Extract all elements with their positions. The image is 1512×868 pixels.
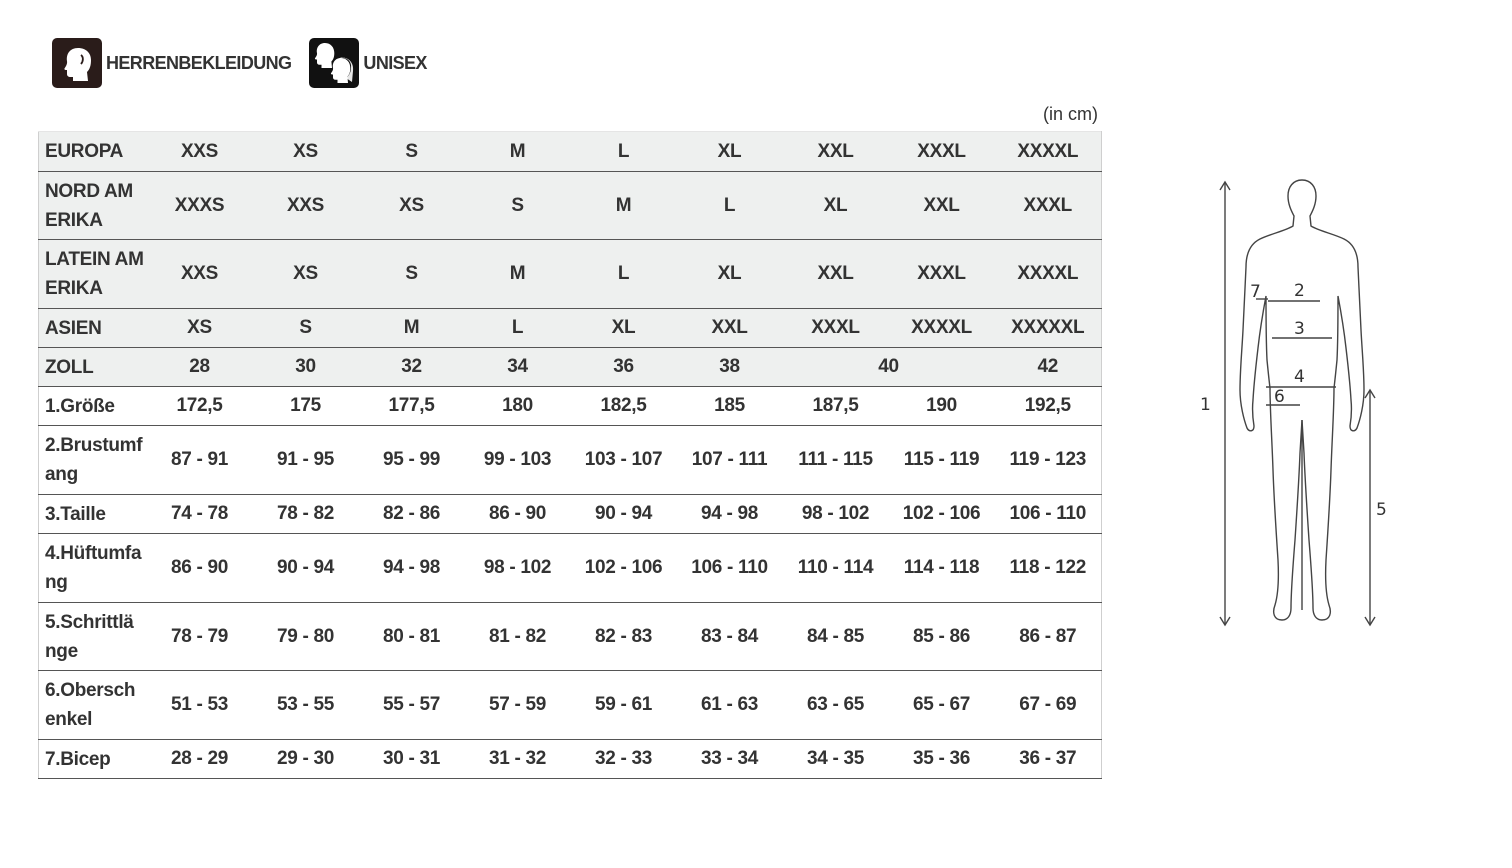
man-profile-icon — [52, 38, 102, 88]
category-badges — [52, 38, 445, 88]
table-cell: XXXXXL — [995, 309, 1102, 348]
table-cell: 65 - 67 — [889, 671, 995, 740]
table-cell: XXXXL — [995, 240, 1102, 309]
table-cell: S — [359, 240, 465, 309]
table-cell: 35 - 36 — [889, 740, 995, 779]
table-row — [39, 534, 1102, 603]
marker-6: 6 — [1274, 387, 1285, 407]
table-cell: 28 — [147, 348, 253, 387]
table-cell: 78 - 82 — [253, 495, 359, 534]
table-cell: 85 - 86 — [889, 603, 995, 671]
table-cell: XXL — [889, 172, 995, 240]
table-cell: 190 — [889, 387, 995, 426]
table-cell: XXS — [253, 172, 359, 240]
table-cell: XXS — [147, 240, 253, 309]
table-cell: 67 - 69 — [995, 671, 1102, 740]
table-cell: XS — [253, 132, 359, 172]
table-cell: 36 - 37 — [995, 740, 1102, 779]
table-cell: 78 - 79 — [147, 603, 253, 671]
table-cell: S — [253, 309, 359, 348]
table-cell: XL — [677, 240, 783, 309]
table-cell: 40 — [783, 348, 995, 387]
size-chart-table — [38, 131, 1102, 779]
row-label: 2.Brustumfang — [39, 426, 147, 495]
table-cell: 30 - 31 — [359, 740, 465, 779]
table-cell: 74 - 78 — [147, 495, 253, 534]
table-cell: 106 - 110 — [677, 534, 783, 603]
table-row — [39, 603, 1102, 671]
row-label: 3.Taille — [39, 495, 147, 534]
table-cell: 102 - 106 — [571, 534, 677, 603]
badge-label: UNISEX — [363, 52, 427, 73]
table-row — [39, 309, 1102, 348]
row-label: NORD AMERIKA — [39, 172, 147, 240]
table-cell: 32 — [359, 348, 465, 387]
table-row — [39, 132, 1102, 172]
table-cell: S — [465, 172, 571, 240]
table-cell: 172,5 — [147, 387, 253, 426]
table-cell: M — [465, 132, 571, 172]
table-row — [39, 495, 1102, 534]
marker-4: 4 — [1294, 367, 1305, 387]
table-cell: XXXL — [995, 172, 1102, 240]
table-cell: 81 - 82 — [465, 603, 571, 671]
table-cell: 30 — [253, 348, 359, 387]
marker-3: 3 — [1294, 319, 1305, 339]
table-cell: M — [359, 309, 465, 348]
table-cell: 185 — [677, 387, 783, 426]
table-cell: 61 - 63 — [677, 671, 783, 740]
table-cell: XXXL — [889, 240, 995, 309]
table-cell: XXS — [147, 132, 253, 172]
table-cell: 31 - 32 — [465, 740, 571, 779]
table-cell: 34 — [465, 348, 571, 387]
table-cell: 38 — [677, 348, 783, 387]
marker-5: 5 — [1376, 500, 1387, 520]
table-cell: 180 — [465, 387, 571, 426]
table-cell: 110 - 114 — [783, 534, 889, 603]
table-row — [39, 426, 1102, 495]
table-cell: 34 - 35 — [783, 740, 889, 779]
table-cell: 42 — [995, 348, 1102, 387]
unit-note: (in cm) — [1043, 104, 1098, 124]
table-cell: 106 - 110 — [995, 495, 1102, 534]
table-cell: 107 - 111 — [677, 426, 783, 495]
table-cell: 187,5 — [783, 387, 889, 426]
table-cell: 111 - 115 — [783, 426, 889, 495]
table-cell: 28 - 29 — [147, 740, 253, 779]
table-cell: XXL — [677, 309, 783, 348]
row-label: 6.Oberschenkel — [39, 671, 147, 740]
table-cell: 98 - 102 — [465, 534, 571, 603]
marker-1: 1 — [1200, 395, 1211, 415]
table-cell: XS — [359, 172, 465, 240]
table-cell: 177,5 — [359, 387, 465, 426]
table-cell: XS — [253, 240, 359, 309]
table-cell: 119 - 123 — [995, 426, 1102, 495]
table-cell: 53 - 55 — [253, 671, 359, 740]
table-cell: 90 - 94 — [253, 534, 359, 603]
table-cell: 29 - 30 — [253, 740, 359, 779]
table-cell: XXXXL — [995, 132, 1102, 172]
row-label: LATEIN AMERIKA — [39, 240, 147, 309]
badge-herrenbekleidung — [52, 38, 291, 88]
table-cell: XS — [147, 309, 253, 348]
table-cell: 59 - 61 — [571, 671, 677, 740]
table-cell: 114 - 118 — [889, 534, 995, 603]
table-cell: 86 - 87 — [995, 603, 1102, 671]
table-row — [39, 387, 1102, 426]
table-cell: 94 - 98 — [359, 534, 465, 603]
table-cell: 182,5 — [571, 387, 677, 426]
table-cell: S — [359, 132, 465, 172]
table-cell: XL — [571, 309, 677, 348]
table-cell: 87 - 91 — [147, 426, 253, 495]
row-label: ASIEN — [39, 309, 147, 348]
table-cell: 86 - 90 — [147, 534, 253, 603]
table-cell: 83 - 84 — [677, 603, 783, 671]
table-cell: XXXXL — [889, 309, 995, 348]
table-cell: 82 - 83 — [571, 603, 677, 671]
table-cell: L — [571, 240, 677, 309]
table-cell: 51 - 53 — [147, 671, 253, 740]
table-cell: 32 - 33 — [571, 740, 677, 779]
body-measurement-diagram-icon — [1190, 170, 1400, 640]
row-label: 1.Größe — [39, 387, 147, 426]
table-cell: 91 - 95 — [253, 426, 359, 495]
table-cell: 80 - 81 — [359, 603, 465, 671]
table-cell: XXXS — [147, 172, 253, 240]
marker-2: 2 — [1294, 281, 1305, 301]
table-row — [39, 240, 1102, 309]
table-cell: 90 - 94 — [571, 495, 677, 534]
table-cell: L — [677, 172, 783, 240]
table-cell: XXXL — [889, 132, 995, 172]
table-cell: 84 - 85 — [783, 603, 889, 671]
table-row — [39, 348, 1102, 387]
table-cell: M — [465, 240, 571, 309]
man-woman-profile-icon — [309, 38, 359, 88]
row-label: 4.Hüftumfang — [39, 534, 147, 603]
table-cell: XXL — [783, 132, 889, 172]
table-cell: 98 - 102 — [783, 495, 889, 534]
table-cell: 82 - 86 — [359, 495, 465, 534]
body-measurement-figure — [1190, 170, 1400, 640]
table-cell: 103 - 107 — [571, 426, 677, 495]
table-cell: 33 - 34 — [677, 740, 783, 779]
table-cell: 95 - 99 — [359, 426, 465, 495]
table-cell: 118 - 122 — [995, 534, 1102, 603]
table-cell: L — [465, 309, 571, 348]
table-cell: 36 — [571, 348, 677, 387]
row-label: 5.Schrittlänge — [39, 603, 147, 671]
table-cell: 99 - 103 — [465, 426, 571, 495]
table-cell: XXXL — [783, 309, 889, 348]
table-cell: M — [571, 172, 677, 240]
table-cell: 102 - 106 — [889, 495, 995, 534]
table-cell: L — [571, 132, 677, 172]
table-cell: XL — [677, 132, 783, 172]
table-cell: 115 - 119 — [889, 426, 995, 495]
badge-label: HERRENBEKLEIDUNG — [106, 52, 292, 73]
table-cell: XXL — [783, 240, 889, 309]
row-label: 7.Bicep — [39, 740, 147, 779]
row-label: ZOLL — [39, 348, 147, 387]
table-cell: 175 — [253, 387, 359, 426]
table-cell: 94 - 98 — [677, 495, 783, 534]
table-cell: 63 - 65 — [783, 671, 889, 740]
table-cell: XL — [783, 172, 889, 240]
badge-unisex — [309, 38, 426, 88]
table-cell: 57 - 59 — [465, 671, 571, 740]
table-row — [39, 172, 1102, 240]
table-cell: 86 - 90 — [465, 495, 571, 534]
table-cell: 55 - 57 — [359, 671, 465, 740]
marker-7: 7 — [1250, 282, 1261, 302]
row-label: EUROPA — [39, 132, 147, 172]
table-cell: 192,5 — [995, 387, 1102, 426]
table-row — [39, 671, 1102, 740]
table-cell: 79 - 80 — [253, 603, 359, 671]
table-row — [39, 740, 1102, 779]
